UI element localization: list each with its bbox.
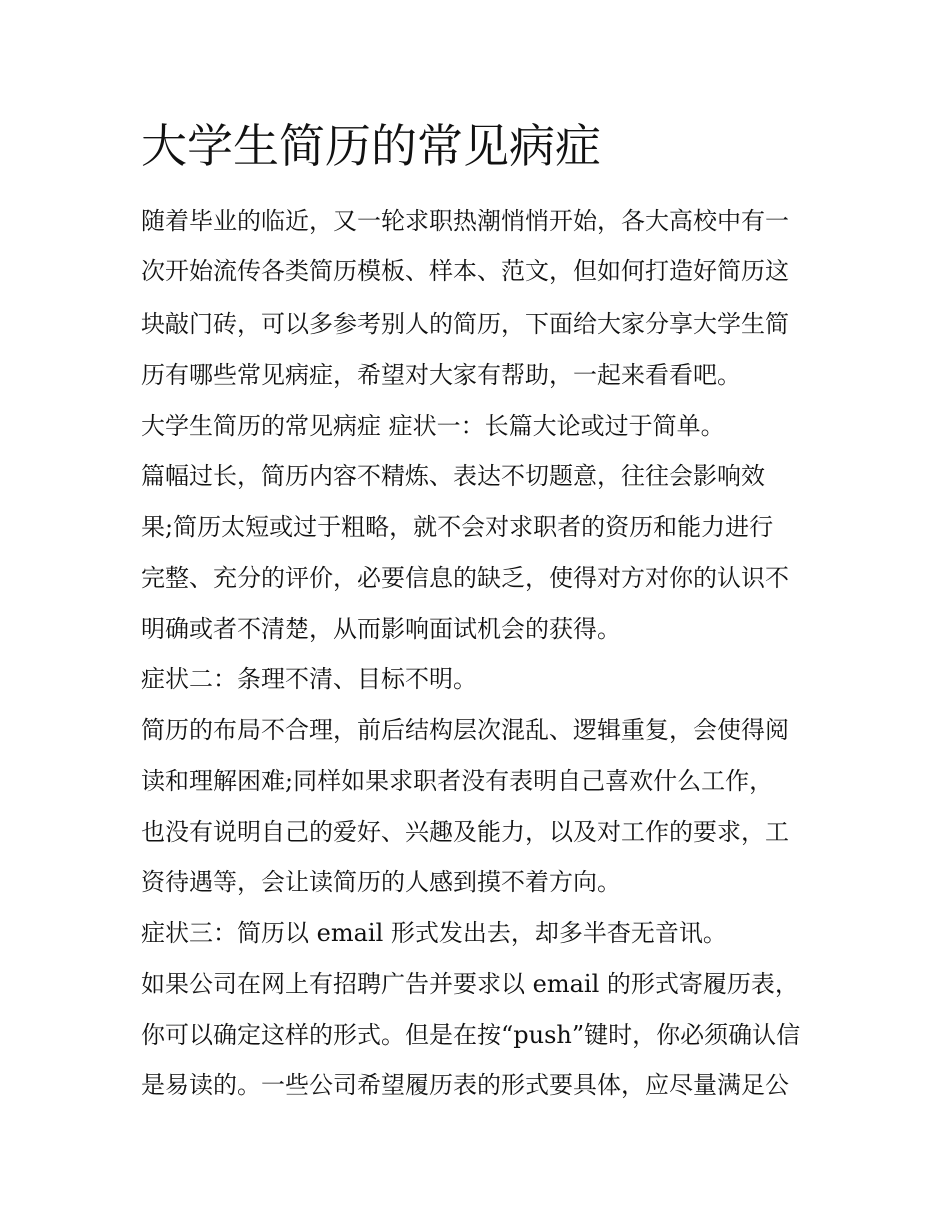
paragraph-line: 随着毕业的临近，又一轮求职热潮悄悄开始，各大高校中有一	[141, 207, 789, 235]
section-heading-line: 大学生简历的常见病症 症状一：长篇大论或过于简单。	[141, 412, 725, 440]
section-heading-line: 症状三：简历以 email 形式发出去，却多半杳无音讯。	[141, 919, 727, 947]
paragraph-line: 也没有说明自己的爱好、兴趣及能力，以及对工作的要求，工	[141, 818, 789, 846]
paragraph-line: 次开始流传各类简历模板、样本、范文，但如何打造好简历这	[141, 257, 789, 285]
paragraph-line: 明确或者不清楚，从而影响面试机会的获得。	[141, 615, 621, 643]
paragraph-line: 如果公司在网上有招聘广告并要求以 email 的形式寄履历表，	[141, 970, 799, 998]
paragraph-line: 读和理解困难;同样如果求职者没有表明自己喜欢什么工作，	[141, 767, 774, 795]
paragraph-line: 完整、充分的评价，必要信息的缺乏，使得对方对你的认识不	[141, 564, 789, 592]
paragraph-line: 历有哪些常见病症，希望对大家有帮助，一起来看看吧。	[141, 361, 741, 389]
paragraph-line: 资待遇等，会让读简历的人感到摸不着方向。	[141, 868, 621, 896]
paragraph-line: 果;简历太短或过于粗略，就不会对求职者的资历和能力进行	[141, 513, 774, 541]
paragraph-line: 篇幅过长，简历内容不精炼、表达不切题意，往往会影响效	[141, 462, 765, 490]
section-heading-line: 症状二：条理不清、目标不明。	[141, 665, 477, 693]
paragraph-line: 你可以确定这样的形式。但是在按“push”键时，你必须确认信	[141, 1021, 801, 1049]
paragraph-line: 块敲门砖，可以多参考别人的简历，下面给大家分享大学生简	[141, 310, 789, 338]
paragraph-line: 是易读的。一些公司希望履历表的形式要具体，应尽量满足公	[141, 1071, 789, 1099]
document-title: 大学生简历的常见病症	[141, 119, 601, 173]
paragraph-line: 简历的布局不合理，前后结构层次混乱、逻辑重复，会使得阅	[141, 716, 789, 744]
